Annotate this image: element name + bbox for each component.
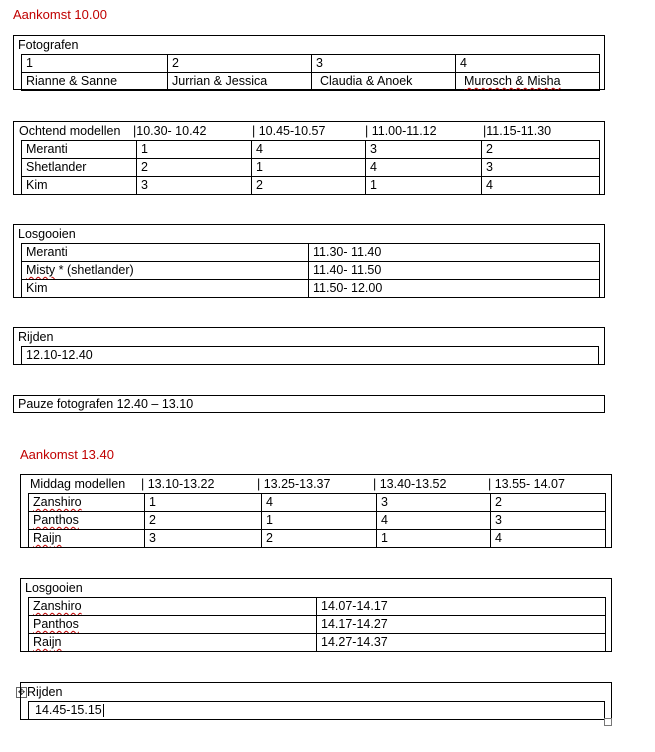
table-cell[interactable]: 4 [482, 177, 600, 195]
rijden-table-1 [13, 327, 605, 365]
table-cell[interactable]: 2 [137, 159, 252, 177]
header-cell: | 13.25-13.37 [257, 477, 331, 491]
losgooien-table-1 [13, 224, 605, 298]
table-cell[interactable]: 1 [145, 494, 262, 512]
table-cell[interactable]: 3 [366, 141, 482, 159]
table-row [29, 494, 606, 512]
rijden-title: Rijden [27, 685, 63, 699]
table-cell[interactable]: 3 [377, 494, 491, 512]
table-row [29, 616, 606, 634]
table-cell[interactable]: 2 [262, 530, 377, 548]
table-cell[interactable]: Jurrian & Jessica [168, 73, 312, 91]
name-text: Zanshiro [33, 495, 82, 509]
move-handle-icon[interactable]: ✥ [17, 687, 26, 697]
table-cell[interactable]: 3 [482, 159, 600, 177]
losgooien-grid-2 [28, 597, 606, 652]
rijden-grid-1 [21, 346, 599, 365]
table-cell[interactable]: 4 [366, 159, 482, 177]
header-cell: |10.30- 10.42 [133, 124, 207, 138]
losgooien-table-2 [20, 578, 612, 652]
table-cell[interactable]: 11.40- 11.50 [309, 262, 600, 280]
table-cell[interactable]: 14.27-14.37 [317, 634, 606, 652]
table-cell[interactable]: 2 [482, 141, 600, 159]
ochtend-table [13, 121, 605, 195]
losgooien-title: Losgooien [25, 581, 83, 595]
table-cell[interactable]: Shetlander [22, 159, 137, 177]
table-cell[interactable]: 11.50- 12.00 [309, 280, 600, 298]
table-cell[interactable] [29, 530, 145, 548]
table-cell[interactable]: Meranti [22, 141, 137, 159]
header-cell: | 13.10-13.22 [141, 477, 215, 491]
table-row [22, 177, 600, 195]
table-cell[interactable]: 1 [262, 512, 377, 530]
table-row [22, 159, 600, 177]
resize-handle-icon[interactable] [604, 718, 612, 726]
table-row [22, 55, 600, 73]
middag-table [20, 474, 612, 548]
name-text: Murosch & Misha [464, 74, 561, 88]
table-cell[interactable]: 3 [145, 530, 262, 548]
table-cell[interactable]: 2 [145, 512, 262, 530]
middag-grid [28, 493, 606, 548]
middag-header [30, 476, 606, 492]
table-row [22, 280, 600, 298]
pauze-text[interactable]: Pauze fotografen 12.40 – 13.10 [18, 397, 194, 411]
name-text: Misty * (shetlander) [26, 263, 134, 277]
table-cell[interactable]: 2 [491, 494, 606, 512]
name-text: Panthos [33, 617, 79, 631]
header-cell: | 13.55- 14.07 [488, 477, 565, 491]
table-cell[interactable]: Kim [22, 280, 309, 298]
table-row [22, 347, 599, 365]
fotografen-table [13, 35, 605, 90]
table-cell[interactable]: 4 [262, 494, 377, 512]
table-cell[interactable] [29, 512, 145, 530]
table-row [29, 634, 606, 652]
table-cell[interactable]: 4 [491, 530, 606, 548]
table-cell[interactable]: 12.10-12.40 [22, 347, 599, 365]
table-cell[interactable]: 1 [252, 159, 366, 177]
fotografen-title: Fotografen [18, 38, 79, 52]
losgooien-grid-1 [21, 243, 600, 298]
table-cell[interactable] [312, 73, 456, 91]
table-row [22, 244, 600, 262]
table-row [29, 702, 605, 720]
table-row [22, 262, 600, 280]
table-row [22, 141, 600, 159]
rijden-grid-2 [28, 701, 605, 720]
table-cell[interactable]: 2 [168, 55, 312, 73]
header-cell: | 13.40-13.52 [373, 477, 447, 491]
table-cell[interactable]: 3 [491, 512, 606, 530]
name-text: Raijn [33, 531, 62, 545]
table-cell[interactable]: Meranti [22, 244, 309, 262]
name-text: Zanshiro [33, 599, 82, 613]
table-cell[interactable] [29, 616, 317, 634]
table-cell[interactable] [29, 494, 145, 512]
rijden-time: 14.45-15.15 [35, 703, 102, 717]
table-cell[interactable]: 4 [377, 512, 491, 530]
table-cell[interactable] [29, 598, 317, 616]
heading-aankomst-1: Aankomst 10.00 [13, 7, 107, 22]
table-row [29, 530, 606, 548]
table-row [22, 73, 600, 91]
table-cell[interactable]: 1 [137, 141, 252, 159]
table-cell[interactable] [29, 702, 605, 720]
table-cell[interactable]: 14.07-14.17 [317, 598, 606, 616]
table-cell[interactable]: 3 [312, 55, 456, 73]
heading-aankomst-2: Aankomst 13.40 [20, 447, 114, 462]
table-cell[interactable] [22, 262, 309, 280]
table-cell[interactable]: 3 [137, 177, 252, 195]
header-cell: Ochtend modellen [19, 124, 121, 138]
table-cell[interactable]: 14.17-14.27 [317, 616, 606, 634]
ochtend-header [19, 123, 599, 139]
table-cell[interactable]: 1 [22, 55, 168, 73]
ochtend-grid [21, 140, 600, 195]
table-cell[interactable] [456, 73, 600, 91]
table-cell[interactable]: 1 [377, 530, 491, 548]
rijden-table-2 [20, 682, 612, 720]
header-cell: |11.15-11.30 [483, 124, 552, 138]
table-cell[interactable]: 4 [252, 141, 366, 159]
losgooien-title: Losgooien [18, 227, 76, 241]
table-cell[interactable]: 1 [366, 177, 482, 195]
table-cell[interactable]: 4 [456, 55, 600, 73]
table-row [29, 598, 606, 616]
header-cell: | 11.00-11.12 [365, 124, 437, 138]
rijden-title: Rijden [18, 330, 54, 344]
table-cell[interactable]: Rianne & Sanne [22, 73, 168, 91]
header-cell: Middag modellen [30, 477, 126, 491]
header-cell: | 10.45-10.57 [252, 124, 326, 138]
table-row [29, 512, 606, 530]
pauze-box [13, 395, 605, 413]
table-cell[interactable]: 2 [252, 177, 366, 195]
fotografen-grid [21, 54, 600, 91]
name-text: Claudia & Anoek [320, 74, 413, 88]
name-text: Raijn [33, 635, 62, 649]
table-cell[interactable]: 11.30- 11.40 [309, 244, 600, 262]
text-cursor [103, 704, 104, 717]
table-cell[interactable]: Kim [22, 177, 137, 195]
table-cell[interactable] [29, 634, 317, 652]
name-text: Panthos [33, 513, 79, 527]
